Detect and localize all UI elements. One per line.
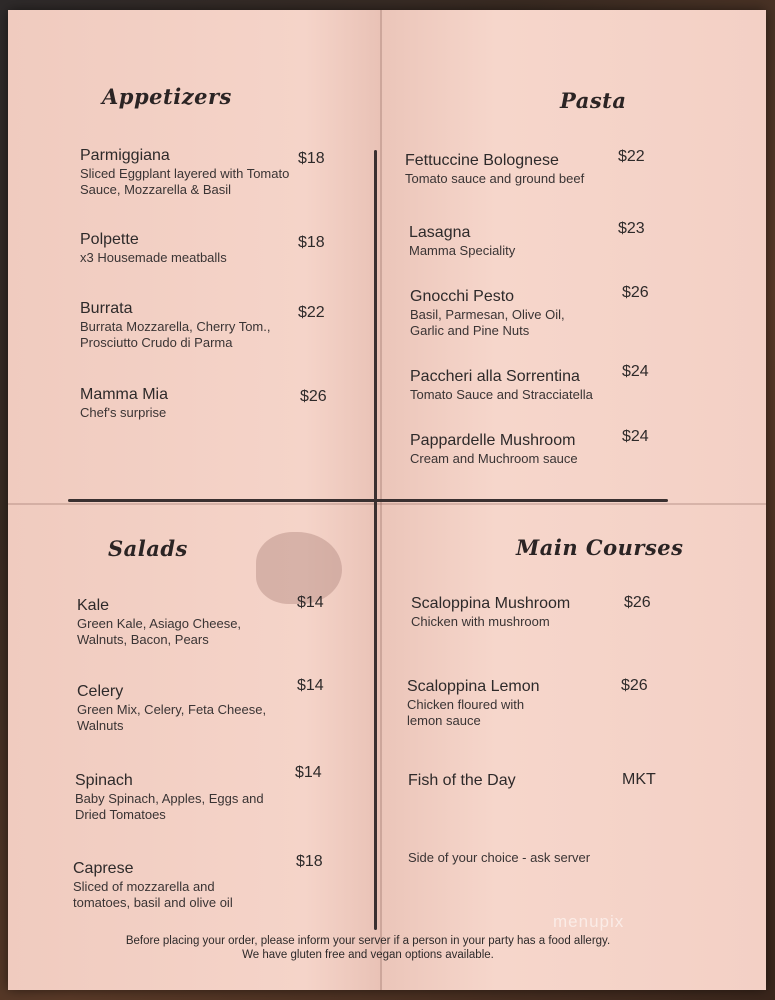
footer-line-2: We have gluten free and vegan options available. [242, 949, 494, 961]
item-name: Gnocchi Pesto [410, 288, 515, 305]
menu-item [410, 367, 625, 403]
item-name: Burrata [80, 300, 133, 317]
item-name: Paccheri alla Sorrentina [410, 368, 580, 385]
menu-item [80, 299, 300, 351]
item-description: Basil, Parmesan, Olive Oil, Garlic and Pine Nuts [410, 307, 565, 338]
item-price: MKT [622, 771, 656, 788]
item-price: $22 [618, 148, 645, 165]
side-note: Side of your choice - ask server [408, 850, 591, 865]
item-price: $14 [297, 594, 324, 611]
menu-item [73, 859, 273, 911]
item-description: Green Kale, Asiago Cheese, Walnuts, Bacon, Pears [77, 616, 242, 647]
menu-item [407, 677, 557, 729]
item-description: Burrata Mozzarella, Cherry Tom., Prosciutto Crudo di Parma [80, 319, 271, 350]
appetizers-heading: Appetizers [102, 84, 232, 109]
item-description: Chicken floured with lemon sauce [407, 697, 525, 728]
item-name: Pappardelle Mushroom [410, 432, 576, 449]
item-name: Scaloppina Mushroom [411, 595, 571, 612]
pasta-heading: Pasta [560, 88, 627, 113]
menu-item [410, 431, 620, 467]
item-price: $18 [296, 853, 323, 870]
item-name: Mamma Mia [80, 386, 169, 403]
salads-heading: Salads [108, 536, 188, 561]
item-description: Mamma Speciality [409, 243, 516, 258]
menu-item [405, 151, 620, 187]
allergy-footer [108, 934, 628, 962]
item-name: Polpette [80, 231, 139, 248]
menu-item [77, 682, 287, 734]
item-price: $26 [300, 388, 327, 405]
item-price: $24 [622, 428, 649, 445]
menu-sheet [8, 10, 766, 990]
item-description: Tomato sauce and ground beef [405, 171, 585, 186]
menu-item [408, 771, 608, 791]
item-price: $22 [298, 304, 325, 321]
menu-item [77, 596, 287, 648]
main-courses-heading: Main Courses [516, 535, 684, 560]
item-price: $26 [622, 284, 649, 301]
item-price: $18 [298, 150, 325, 167]
horizontal-fold [8, 503, 766, 505]
item-name: Spinach [75, 772, 133, 789]
menu-item [80, 146, 300, 198]
menu-item [411, 594, 626, 630]
item-description: Sliced Eggplant layered with Tomato Sauce, Mozzarella & Basil [80, 166, 290, 197]
vertical-divider [374, 150, 377, 930]
item-price: $24 [622, 363, 649, 380]
item-name: Parmiggiana [80, 147, 170, 164]
item-price: $14 [295, 764, 322, 781]
item-price: $26 [624, 594, 651, 611]
item-price: $18 [298, 234, 325, 251]
item-description: Sliced of mozzarella and tomatoes, basil and olive oil [73, 879, 233, 910]
item-price: $26 [621, 677, 648, 694]
item-name: Kale [77, 597, 110, 614]
item-name: Celery [77, 683, 124, 700]
menu-item [409, 223, 619, 259]
item-name: Caprese [73, 860, 134, 877]
item-price: $14 [297, 677, 324, 694]
item-description: Chicken with mushroom [411, 614, 550, 629]
item-name: Fettuccine Bolognese [405, 152, 559, 169]
footer-line-1: Before placing your order, please inform your server if a person in your party has a food allergy. [125, 935, 611, 947]
item-name: Scaloppina Lemon [407, 678, 540, 695]
item-name: Lasagna [409, 224, 471, 241]
item-description: x3 Housemade meatballs [80, 250, 227, 265]
item-price: $23 [618, 220, 645, 237]
item-description: Tomato Sauce and Stracciatella [410, 387, 593, 402]
item-name: Fish of the Day [408, 772, 516, 789]
menu-item [75, 771, 285, 823]
item-description: Green Mix, Celery, Feta Cheese, Walnuts [77, 702, 267, 733]
item-description: Cream and Muchroom sauce [410, 451, 578, 466]
item-description: Baby Spinach, Apples, Eggs and Dried Tomatoes [75, 791, 264, 822]
menu-item [80, 230, 300, 266]
horizontal-divider [68, 499, 668, 502]
menu-item [80, 385, 300, 421]
watermark: menupix [553, 912, 625, 931]
item-description: Chef's surprise [80, 405, 167, 420]
menu-item [410, 287, 595, 339]
